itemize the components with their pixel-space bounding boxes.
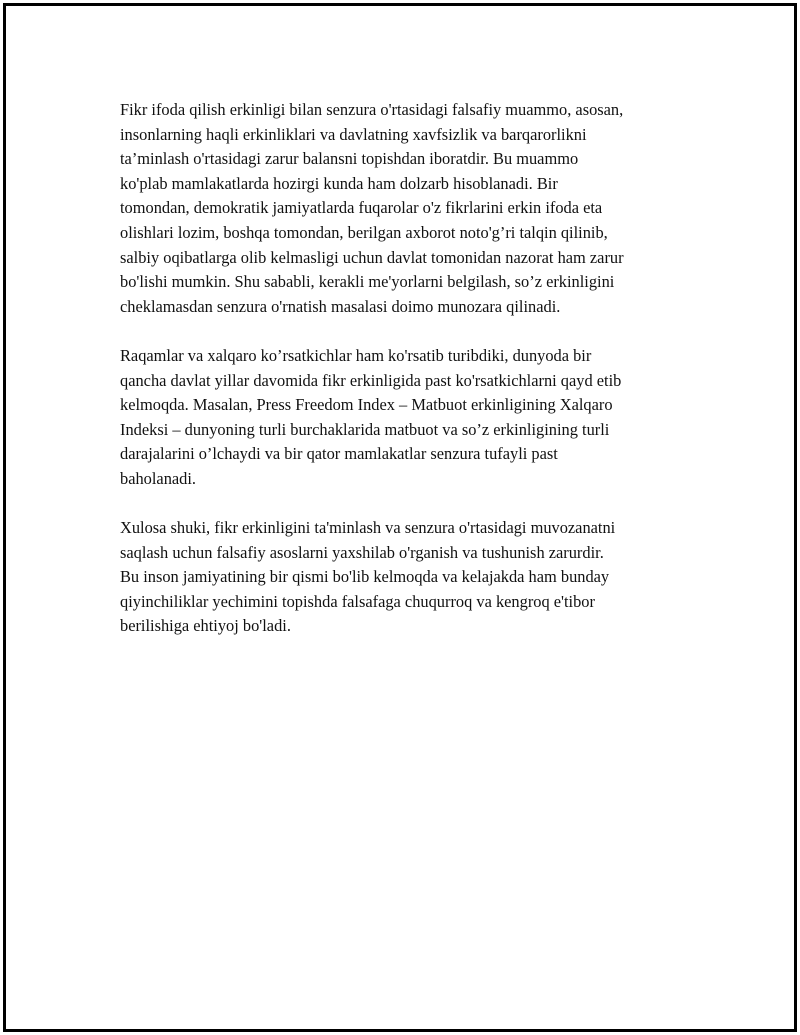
text-line: Indeksi – dunyoning turli burchaklarida matbuot va so’z erkinligining turli [120, 419, 610, 439]
text-line: insonlarning haqli erkinliklari va davlatning xavfsizlik va barqarorlikni [120, 124, 587, 144]
text-line: Xulosa shuki, fikr erkinligini ta'minlash va senzura o'rtasidagi muvozanatni [120, 518, 616, 538]
text-line: Raqamlar va xalqaro ko’rsatkichlar ham ko'rsatib turibdiki, dunyoda bir [120, 345, 592, 365]
paragraph-1 [120, 98, 700, 319]
text-line: kelmoqda. Masalan, Press Freedom Index – Matbuot erkinligining Xalqaro [120, 395, 613, 415]
text-line: baholanadi. [120, 468, 197, 488]
text-line: qiyinchiliklar yechimini topishda falsafaga chuqurroq va kengroq e'tibor [120, 591, 595, 611]
text-line: ta’minlash o'rtasidagi zarur balansni topishdan iboratdir. Bu muammo [120, 149, 579, 169]
text-line: saqlash uchun falsafiy asoslarni yaxshilab o'rganish va tushunish zarurdir. [120, 542, 604, 562]
paragraph-3 [120, 516, 700, 639]
text-line: Bu inson jamiyatining bir qismi bo'lib kelmoqda va kelajakda ham bunday [120, 567, 610, 587]
paragraph-2 [120, 344, 700, 492]
text-line: ko'plab mamlakatlarda hozirgi kunda ham dolzarb hisoblanadi. Bir [120, 173, 558, 193]
text-line: cheklamasdan senzura o'rnatish masalasi doimo munozara qilinadi. [120, 296, 561, 316]
text-line: salbiy oqibatlarga olib kelmasligi uchun davlat tomonidan nazorat ham zarur [120, 247, 624, 267]
text-line: qancha davlat yillar davomida fikr erkinligida past ko'rsatkichlarni qayd etib [120, 370, 622, 390]
page-frame [3, 3, 797, 1032]
text-line: Fikr ifoda qilish erkinligi bilan senzura o'rtasidagi falsafiy muammo, asosan, [120, 100, 624, 119]
text-line: darajalarini o’lchaydi va bir qator mamlakatlar senzura tufayli past [120, 444, 558, 464]
text-line: tomondan, demokratik jamiyatlarda fuqarolar o'z fikrlarini erkin ifoda eta [120, 198, 603, 218]
text-line: bo'lishi mumkin. Shu sababli, kerakli me'yorlarni belgilash, so’z erkinligini [120, 272, 615, 292]
text-line: berilishiga ehtiyoj bo'ladi. [120, 616, 291, 636]
document-body [120, 98, 700, 664]
text-line: olishlari lozim, boshqa tomondan, berilgan axborot noto'g’ri talqin qilinib, [120, 222, 608, 242]
